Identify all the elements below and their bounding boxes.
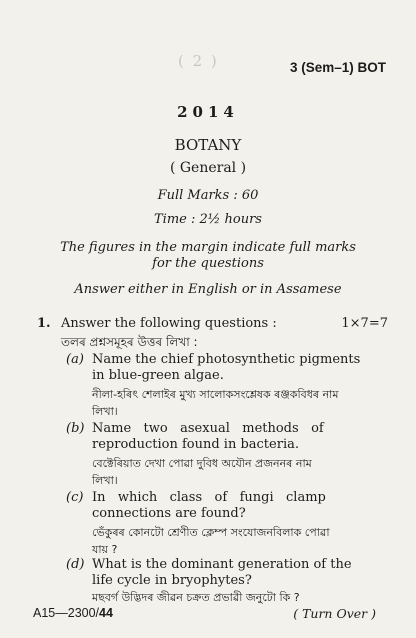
footer-code-prefix: A15—2300/ [33, 606, 100, 620]
question-text: Answer the following questions : [61, 316, 277, 331]
english-line: reproduction found in bacteria. [92, 437, 299, 452]
subject-title: BOTANY [174, 136, 242, 154]
sub-question-assamese [92, 386, 392, 420]
turn-over-note: ( Turn Over ) [293, 606, 376, 621]
sub-question-label: (a) [66, 352, 84, 367]
sub-question-english [92, 421, 392, 453]
assamese-line: লিখা। [92, 474, 118, 487]
sub-question-english [92, 557, 392, 589]
assamese-line: লিখা। [92, 405, 118, 418]
sub-question-label: (d) [66, 557, 85, 572]
footer-code [33, 606, 113, 620]
english-line: Name two asexual methods of [92, 421, 324, 436]
english-line: In which class of fungi clamp [92, 490, 326, 505]
sub-question-assamese [92, 589, 392, 606]
question-marks: 1×7=7 [341, 316, 388, 331]
english-line: What is the dominant generation of the [92, 557, 352, 572]
exam-time: Time : 2½ hours [154, 212, 262, 227]
assamese-line: নীলা-হৰিৎ শেলাইৰ মুখ্য সালোকসংশ্লেষক ৰঞ্জকবিধৰ নাম [92, 388, 339, 401]
english-line: connections are found? [92, 506, 246, 521]
sub-question-label: (b) [66, 421, 85, 436]
margin-instruction [0, 240, 416, 272]
instruction-line-2: for the questions [152, 256, 264, 271]
footer-code-suffix: 44 [99, 606, 113, 620]
language-instruction: Answer either in English or in Assamese [74, 282, 342, 297]
sub-question-label: (c) [66, 490, 84, 505]
bleed-through-page-number: ( 2 ) [178, 52, 219, 70]
question-text-assamese: তলৰ প্ৰশ্নসমূহৰ উত্তৰ লিখা : [61, 335, 198, 349]
sub-question-assamese [92, 524, 392, 558]
english-line: Name the chief photosynthetic pigments [92, 352, 361, 367]
assamese-line: বেক্টেৰিয়াত দেখা পোৱা দুবিধ অযৌন প্ৰজননৰ নাম [92, 457, 312, 470]
english-line: in blue-green algae. [92, 368, 224, 383]
paper-type: ( General ) [169, 160, 247, 176]
sub-question-english [92, 490, 392, 522]
sub-question-english [92, 352, 392, 384]
sub-question-assamese [92, 455, 392, 489]
english-line: life cycle in bryophytes? [92, 573, 252, 588]
paper-code: 3 (Sem–1) BOT [289, 60, 386, 75]
assamese-line: মছবৰ্গ উদ্ভিদৰ জীৱন চক্ৰত প্ৰভাৱী জনুটো কি ? [92, 591, 300, 604]
full-marks: Full Marks : 60 [157, 188, 259, 203]
exam-year: 2014 [177, 103, 239, 121]
assamese-line: যায় ? [92, 543, 118, 556]
instruction-line-1: The figures in the margin indicate full marks [60, 240, 356, 255]
question-number: 1. [37, 316, 51, 331]
assamese-line: ভেঁকুৰৰ কোনটো শ্ৰেণীত ক্লেম্প সংযোজনবিলাক পোৱা [92, 526, 330, 539]
